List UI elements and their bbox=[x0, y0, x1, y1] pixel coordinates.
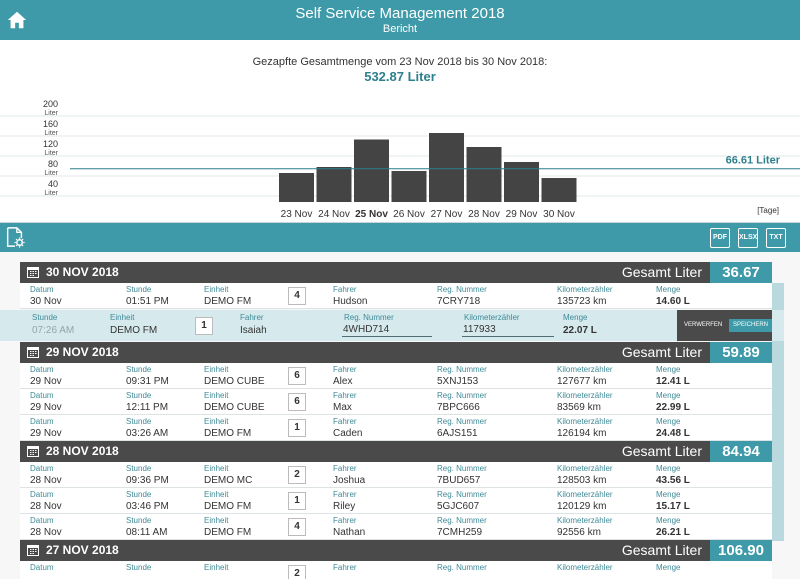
edit-menge: 22.07 L bbox=[563, 325, 597, 336]
app-title: Self Service Management 2018 bbox=[295, 5, 505, 22]
app-header bbox=[0, 0, 800, 40]
cell-reg: 5GJC607 bbox=[437, 501, 480, 512]
cell-km: 135723 km bbox=[557, 296, 607, 307]
cell-km: 92556 km bbox=[557, 527, 601, 538]
day-date: 29 NOV 2018 bbox=[46, 345, 119, 359]
cell-stunde: 03:26 AM bbox=[126, 428, 169, 439]
y-tick-label: 200 bbox=[42, 99, 58, 109]
label-km: Kilometerzähler bbox=[464, 313, 520, 322]
label-einheit: Einheit bbox=[204, 490, 229, 499]
label-einheit: Einheit bbox=[204, 365, 229, 374]
x-tick-label: 29 Nov bbox=[505, 209, 538, 220]
cell-datum: 29 Nov bbox=[30, 428, 62, 439]
export-xlsx-button[interactable]: XLSX bbox=[738, 228, 758, 248]
cell-menge: 15.17 L bbox=[656, 501, 690, 512]
report-settings-icon[interactable] bbox=[4, 226, 26, 248]
label-reg: Reg. Nummer bbox=[437, 516, 487, 525]
cell-km: 120129 km bbox=[557, 501, 607, 512]
cell-stunde: 03:46 PM bbox=[126, 501, 169, 512]
calendar-icon bbox=[27, 266, 39, 278]
label-menge: Menge bbox=[656, 365, 681, 374]
label-fahrer: Fahrer bbox=[240, 313, 264, 322]
day-total-value: 106.90 bbox=[710, 540, 772, 561]
label-fahrer: Fahrer bbox=[333, 464, 357, 473]
daily-volume-chart bbox=[0, 92, 800, 222]
label-reg: Reg. Nummer bbox=[437, 365, 487, 374]
label-einheit: Einheit bbox=[204, 464, 229, 473]
cell-menge: 22.99 L bbox=[656, 402, 690, 413]
unit-number-badge[interactable]: 6 bbox=[288, 367, 306, 385]
day-date: 27 NOV 2018 bbox=[46, 543, 119, 557]
cell-km: 128503 km bbox=[557, 475, 607, 486]
y-tick-unit: Liter bbox=[44, 150, 58, 157]
label-reg: Reg. Nummer bbox=[344, 313, 394, 322]
table-row[interactable] bbox=[20, 389, 772, 415]
cell-menge: 14.60 L bbox=[656, 296, 690, 307]
cell-fahrer: Nathan bbox=[333, 527, 366, 538]
cell-reg: 5XNJ153 bbox=[437, 376, 479, 387]
cell-menge: 26.21 L bbox=[656, 527, 690, 538]
label-km: Kilometerzähler bbox=[557, 464, 613, 473]
x-axis-unit: [Tage] bbox=[757, 206, 779, 215]
label-stunde: Stunde bbox=[126, 464, 152, 473]
edit-stunde: 07:26 AM bbox=[32, 325, 75, 336]
day-header bbox=[20, 441, 772, 462]
label-stunde: Stunde bbox=[126, 490, 152, 499]
label-datum: Datum bbox=[30, 285, 54, 294]
cell-reg: 6AJS151 bbox=[437, 428, 478, 439]
unit-number-badge[interactable]: 4 bbox=[288, 287, 306, 305]
y-tick-label: 80 bbox=[47, 159, 58, 169]
label-km: Kilometerzähler bbox=[557, 490, 613, 499]
y-tick-unit: Liter bbox=[44, 190, 58, 197]
edit-fahrer: Isaiah bbox=[240, 325, 267, 336]
cell-stunde: 01:51 PM bbox=[126, 296, 169, 307]
day-total-label: Gesamt Liter bbox=[621, 344, 702, 360]
label-datum: Datum bbox=[30, 391, 54, 400]
day-total-value: 36.67 bbox=[710, 262, 772, 283]
label-km: Kilometerzähler bbox=[557, 417, 613, 426]
unit-number-badge[interactable]: 1 bbox=[288, 492, 306, 510]
odometer-input[interactable] bbox=[462, 323, 554, 337]
cell-reg: 7CRY718 bbox=[437, 296, 481, 307]
cell-datum: 29 Nov bbox=[30, 402, 62, 413]
label-menge: Menge bbox=[656, 490, 681, 499]
cell-fahrer: Hudson bbox=[333, 296, 368, 307]
report-toolbar bbox=[0, 223, 800, 252]
y-tick-unit: Liter bbox=[44, 110, 58, 117]
cell-menge: 24.48 L bbox=[656, 428, 690, 439]
cell-reg: 7BUD657 bbox=[437, 475, 481, 486]
day-header bbox=[20, 262, 772, 283]
x-tick-label: 23 Nov bbox=[280, 209, 313, 220]
label-einheit: Einheit bbox=[204, 516, 229, 525]
table-row[interactable] bbox=[20, 363, 772, 389]
summary-caption: Gezapfte Gesamtmenge vom 23 Nov 2018 bis 30 Nov 2018: bbox=[252, 56, 548, 68]
label-datum: Datum bbox=[30, 464, 54, 473]
bar bbox=[429, 133, 464, 202]
page-subtitle: Bericht bbox=[382, 23, 418, 35]
cell-datum: 28 Nov bbox=[30, 475, 62, 486]
day-total-value: 84.94 bbox=[710, 441, 772, 462]
label-fahrer: Fahrer bbox=[333, 285, 357, 294]
x-tick-label: 25 Nov bbox=[355, 209, 388, 220]
unit-number-badge[interactable]: 6 bbox=[288, 393, 306, 411]
day-date: 30 NOV 2018 bbox=[46, 265, 119, 279]
label-fahrer: Fahrer bbox=[333, 391, 357, 400]
y-tick-label: 120 bbox=[42, 139, 58, 149]
bar bbox=[467, 147, 502, 202]
label-einheit: Einheit bbox=[110, 313, 135, 322]
y-tick-unit: Liter bbox=[44, 170, 58, 177]
table-row[interactable] bbox=[20, 283, 772, 309]
unit-number-badge[interactable]: 1 bbox=[288, 419, 306, 437]
label-menge: Menge bbox=[656, 464, 681, 473]
cell-fahrer: Caden bbox=[333, 428, 363, 439]
x-tick-label: 26 Nov bbox=[393, 209, 425, 220]
label-datum: Datum bbox=[30, 563, 54, 572]
day-date: 28 NOV 2018 bbox=[46, 444, 119, 458]
label-datum: Datum bbox=[30, 516, 54, 525]
label-menge: Menge bbox=[656, 563, 681, 572]
label-einheit: Einheit bbox=[204, 285, 229, 294]
label-reg: Reg. Nummer bbox=[437, 391, 487, 400]
label-fahrer: Fahrer bbox=[333, 563, 357, 572]
cell-einheit: DEMO MC bbox=[204, 475, 253, 486]
label-stunde: Stunde bbox=[32, 313, 58, 322]
y-tick-label: 160 bbox=[42, 119, 58, 129]
calendar-icon bbox=[27, 544, 39, 556]
edit-actions bbox=[677, 310, 772, 341]
table-row[interactable] bbox=[20, 415, 772, 441]
bar bbox=[542, 178, 577, 202]
label-km: Kilometerzähler bbox=[557, 391, 613, 400]
label-einheit: Einheit bbox=[204, 391, 229, 400]
cell-fahrer: Joshua bbox=[333, 475, 366, 486]
table-row[interactable] bbox=[20, 561, 772, 579]
cell-reg: 7CMH259 bbox=[437, 527, 483, 538]
label-reg: Reg. Nummer bbox=[437, 417, 487, 426]
label-fahrer: Fahrer bbox=[333, 365, 357, 374]
cell-km: 127677 km bbox=[557, 376, 607, 387]
cell-fahrer: Max bbox=[333, 402, 352, 413]
label-datum: Datum bbox=[30, 365, 54, 374]
unit-number-badge[interactable]: 4 bbox=[288, 518, 306, 536]
cell-fahrer: Riley bbox=[333, 501, 356, 512]
label-stunde: Stunde bbox=[126, 516, 152, 525]
export-pdf-button[interactable]: PDF bbox=[710, 228, 730, 248]
label-reg: Reg. Nummer bbox=[437, 490, 487, 499]
label-fahrer: Fahrer bbox=[333, 516, 357, 525]
label-km: Kilometerzähler bbox=[557, 285, 613, 294]
cell-datum: 28 Nov bbox=[30, 501, 62, 512]
label-stunde: Stunde bbox=[126, 563, 152, 572]
list-side-strip bbox=[772, 382, 784, 461]
save-button[interactable]: SPEICHERN bbox=[729, 319, 772, 332]
day-header bbox=[20, 540, 772, 561]
cell-einheit: DEMO FM bbox=[204, 527, 252, 538]
cell-datum: 28 Nov bbox=[30, 527, 62, 538]
cell-datum: 29 Nov bbox=[30, 376, 62, 387]
day-total-label: Gesamt Liter bbox=[621, 443, 702, 459]
cell-stunde: 08:11 AM bbox=[126, 527, 168, 538]
cell-menge: 12.41 L bbox=[656, 376, 690, 387]
label-einheit: Einheit bbox=[204, 563, 229, 572]
unit-number-badge[interactable]: 2 bbox=[288, 565, 306, 579]
label-menge: Menge bbox=[563, 313, 588, 322]
label-stunde: Stunde bbox=[126, 417, 152, 426]
cell-einheit: DEMO FM bbox=[204, 296, 252, 307]
label-einheit: Einheit bbox=[204, 417, 229, 426]
cell-einheit: DEMO CUBE bbox=[204, 376, 265, 387]
calendar-icon bbox=[27, 346, 39, 358]
reg-number-input[interactable] bbox=[342, 323, 432, 337]
label-km: Kilometerzähler bbox=[557, 365, 613, 374]
label-menge: Menge bbox=[656, 516, 681, 525]
day-header bbox=[20, 342, 772, 363]
cell-einheit: DEMO FM bbox=[204, 428, 252, 439]
unit-number-badge[interactable]: 1 bbox=[195, 317, 213, 335]
day-total-value: 59.89 bbox=[710, 342, 772, 363]
export-txt-button[interactable]: TXT bbox=[766, 228, 786, 248]
label-menge: Menge bbox=[656, 285, 681, 294]
label-reg: Reg. Nummer bbox=[437, 285, 487, 294]
list-side-strip bbox=[772, 461, 784, 541]
label-stunde: Stunde bbox=[126, 365, 152, 374]
bar bbox=[392, 171, 427, 202]
cell-stunde: 12:11 PM bbox=[126, 402, 169, 413]
cell-datum: 30 Nov bbox=[30, 296, 62, 307]
summary-total: 532.87 Liter bbox=[364, 69, 436, 84]
table-row[interactable] bbox=[20, 488, 772, 514]
y-tick-unit: Liter bbox=[44, 130, 58, 137]
label-fahrer: Fahrer bbox=[333, 490, 357, 499]
cell-reg: 7BPC666 bbox=[437, 402, 480, 413]
label-datum: Datum bbox=[30, 417, 54, 426]
average-label: 66.61 Liter bbox=[725, 154, 780, 167]
bar bbox=[504, 162, 539, 202]
label-datum: Datum bbox=[30, 490, 54, 499]
cell-stunde: 09:36 PM bbox=[126, 475, 169, 486]
edit-row bbox=[0, 310, 784, 341]
edit-einheit: DEMO FM bbox=[110, 325, 158, 336]
label-km: Kilometerzähler bbox=[557, 516, 613, 525]
table-row[interactable] bbox=[20, 514, 772, 540]
cell-einheit: DEMO CUBE bbox=[204, 402, 265, 413]
table-row[interactable] bbox=[20, 462, 772, 488]
cell-einheit: DEMO FM bbox=[204, 501, 252, 512]
day-total-label: Gesamt Liter bbox=[621, 264, 702, 280]
x-tick-label: 30 Nov bbox=[543, 209, 575, 220]
bar bbox=[279, 173, 314, 202]
label-km: Kilometerzähler bbox=[557, 563, 613, 572]
transaction-list[interactable] bbox=[0, 252, 800, 579]
y-tick-label: 40 bbox=[47, 179, 58, 189]
label-stunde: Stunde bbox=[126, 391, 152, 400]
label-reg: Reg. Nummer bbox=[437, 464, 487, 473]
cell-km: 83569 km bbox=[557, 402, 601, 413]
cell-fahrer: Alex bbox=[333, 376, 353, 387]
bar bbox=[317, 167, 352, 202]
unit-number-badge[interactable]: 2 bbox=[288, 466, 306, 484]
label-reg: Reg. Nummer bbox=[437, 563, 487, 572]
cell-menge: 43.56 L bbox=[656, 475, 690, 486]
bar bbox=[354, 140, 389, 203]
x-tick-label: 28 Nov bbox=[468, 209, 500, 220]
label-menge: Menge bbox=[656, 391, 681, 400]
calendar-icon bbox=[27, 445, 39, 457]
cell-km: 126194 km bbox=[557, 428, 607, 439]
cell-stunde: 09:31 PM bbox=[126, 376, 169, 387]
day-total-label: Gesamt Liter bbox=[621, 542, 702, 558]
label-stunde: Stunde bbox=[126, 285, 152, 294]
discard-button[interactable]: VERWERFEN bbox=[684, 322, 723, 328]
label-menge: Menge bbox=[656, 417, 681, 426]
label-fahrer: Fahrer bbox=[333, 417, 357, 426]
x-tick-label: 27 Nov bbox=[430, 209, 463, 220]
x-tick-label: 24 Nov bbox=[318, 209, 350, 220]
